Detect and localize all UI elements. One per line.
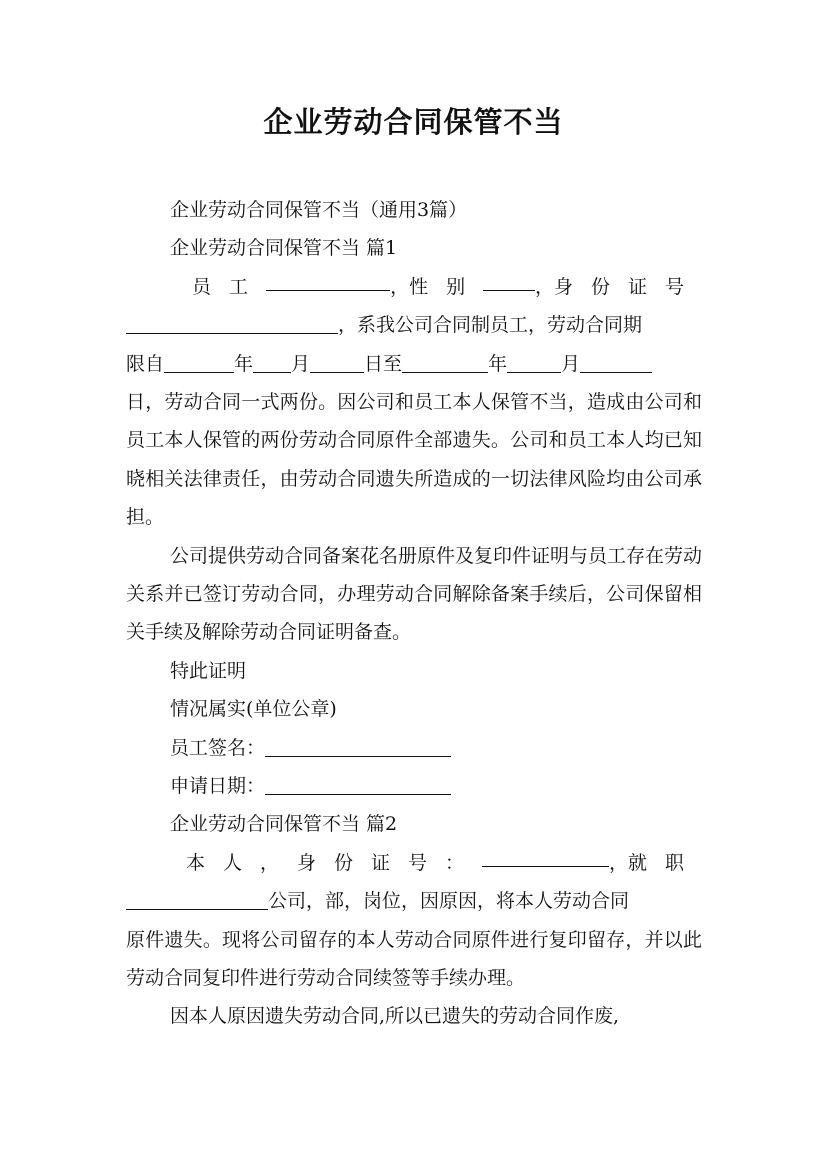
year-label: 年 (234, 352, 254, 375)
end-year-blank (402, 350, 488, 373)
staff-label: 员工 (192, 275, 267, 298)
s2-id-label: 身份证号： (297, 851, 483, 874)
s2-id-blank (482, 844, 609, 867)
company-blank (126, 887, 268, 910)
date-label: 申请日期： (170, 774, 266, 797)
s2-p1-line1 (126, 844, 702, 882)
id-number-blank (126, 311, 338, 334)
section2-heading: 企业劳动合同保管不当 篇2 (170, 813, 398, 836)
day-to-label: 日至 (364, 352, 403, 375)
term-from-label: 限自 (126, 352, 165, 375)
start-month-blank (253, 350, 291, 373)
date-line (126, 767, 702, 805)
end-month-label: 月 (561, 352, 581, 375)
end-year-label: 年 (488, 352, 508, 375)
s1-p1-line2 (126, 306, 702, 344)
s1-p1-rest: 日，劳动合同一式两份。因公司和员工本人保管不当，造成由公司和员工本人保管的两份劳动合同原件全部遗失。公司和员工本人均已知晓相关法律责任，由劳动合同遗失所造成的一切法律风险均由公司承担。 (126, 390, 702, 529)
s1-p1-line1: 员工 ， 性别 ， 身份证号 (126, 268, 702, 306)
month-label: 月 (291, 352, 311, 375)
s2-comma: ， (608, 851, 628, 874)
end-month-blank (507, 350, 561, 373)
s1-p2: 公司提供劳动合同备案花名册原件及复印件证明与员工存在劳动关系并已签订劳动合同，办理劳动合同解除备案手续后，公司保留相关手续及解除劳动合同证明备查。 (126, 544, 703, 644)
signature-label: 员工签名： (170, 736, 266, 759)
section1-heading: 企业劳动合同保管不当 篇1 (170, 237, 398, 260)
intro-line: 企业劳动合同保管不当（通用3篇） (170, 199, 468, 221)
gender-label: 性别 (409, 275, 484, 298)
start-year-blank (164, 350, 234, 373)
date-blank (265, 772, 451, 795)
contract-employee-text: ，系我公司合同制员工，劳动合同期 (338, 314, 643, 337)
s2-p1-line2 (126, 882, 702, 920)
self-label: 本人， (186, 851, 298, 874)
s2-p2: 因本人原因遗失劳动合同,所以已遗失的劳动合同作废, (170, 1005, 620, 1028)
id-label: 身份证号 (553, 275, 702, 298)
s1-p1-line3 (126, 345, 702, 383)
staff-name-blank (266, 268, 390, 291)
start-day-blank (310, 350, 364, 373)
end-day-blank (580, 350, 652, 373)
seal-line: 情况属实(单位公章) (170, 698, 337, 721)
document-body (126, 191, 702, 1036)
signature-line (126, 729, 702, 767)
company-dept-text: 公司，部，岗位，因原因，将本人劳动合同 (268, 890, 630, 913)
document-title: 企业劳动合同保管不当 (263, 105, 564, 139)
employed-label: 就职 (627, 851, 702, 874)
proof-line: 特此证明 (170, 659, 247, 682)
gender-blank (483, 268, 535, 291)
signature-blank (265, 734, 451, 757)
s2-p1-rest: 原件遗失。现将公司留存的本人劳动合同原件进行复印留存，并以此劳动合同复印件进行劳动合同续签等手续办理。 (126, 928, 702, 989)
